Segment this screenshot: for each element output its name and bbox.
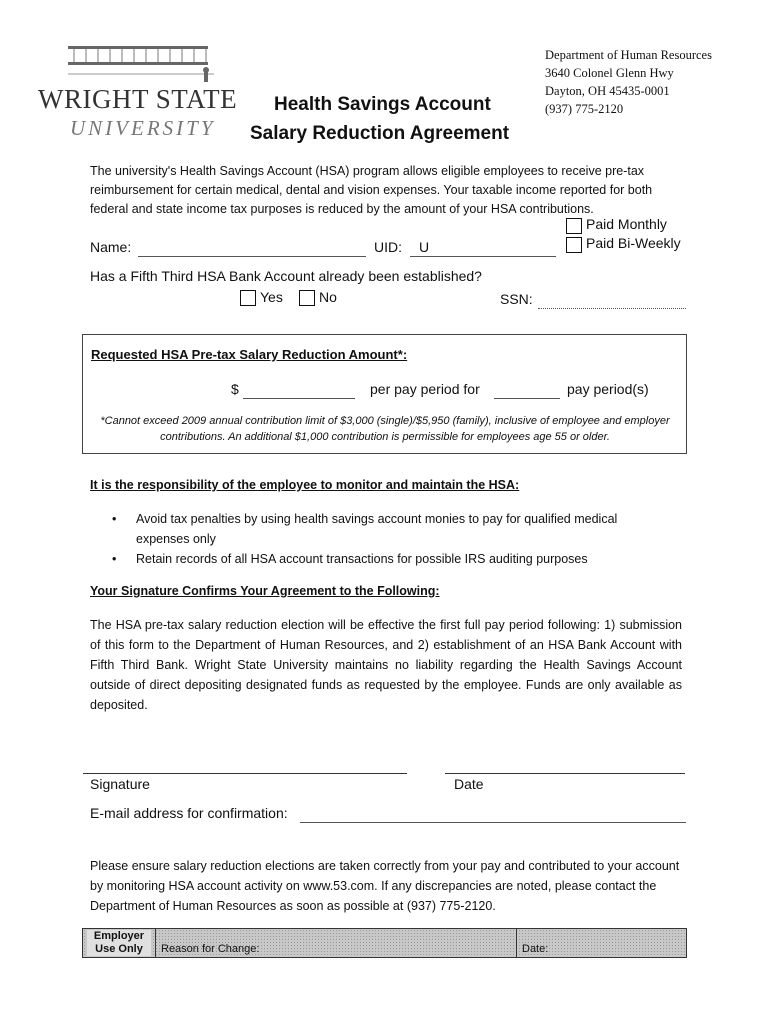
uid-field[interactable]	[410, 256, 556, 257]
bank-account-question: Has a Fifth Third HSA Bank Account already been established?	[90, 268, 482, 284]
employer-divider	[155, 929, 156, 957]
name-label: Name:	[90, 239, 132, 255]
page-title-line2: Salary Reduction Agreement	[250, 123, 510, 144]
list-item	[112, 549, 652, 569]
paid-monthly-label: Paid Monthly	[586, 216, 667, 232]
wright-flyer-icon	[64, 40, 224, 86]
per-pay-period-text: per pay period for	[370, 381, 480, 397]
bullet-icon: •	[112, 552, 117, 566]
address-dept: Department of Human Resources	[545, 48, 712, 62]
date-label: Date	[454, 776, 484, 792]
bullet-icon: •	[112, 512, 117, 526]
signature-label: Signature	[90, 776, 150, 792]
employer-date-label: Date:	[522, 943, 549, 955]
ssn-label: SSN:	[500, 291, 533, 307]
reason-date-divider	[516, 929, 517, 957]
date-line[interactable]	[445, 773, 685, 774]
ssn-field[interactable]	[538, 308, 686, 309]
agreement-paragraph: The HSA pre-tax salary reduction election will be effective the first full pay period following: 1) submission of this form to the Department of Human Resources, and 2) establishment of an HSA Bank Account with Fifth Third Bank. Wright State University maintains no liability regarding the Health Savings Account outside of direct depositing designated funds as requested by the employee. Funds are only available as deposited.	[90, 618, 682, 712]
amount-field[interactable]	[243, 398, 355, 399]
contribution-limit-note: *Cannot exceed 2009 annual contribution limit of $3,000 (single)/$5,950 (family), inclusive of employee and employer contributions. An additional $1,000 contribution is permissible for employees age 55 or older.	[100, 415, 670, 443]
email-field[interactable]	[300, 822, 686, 823]
employer-label	[87, 930, 151, 956]
agreement-heading: Your Signature Confirms Your Agreement to the Following:	[90, 584, 440, 598]
logo-line2: UNIVERSITY	[70, 116, 216, 140]
page-title-line1: Health Savings Account	[274, 94, 491, 115]
responsibility-list	[112, 509, 652, 569]
amount-heading: Requested HSA Pre-tax Salary Reduction Amount*:	[91, 347, 408, 362]
responsibility-heading: It is the responsibility of the employee to monitor and maintain the HSA:	[90, 478, 520, 492]
no-checkbox[interactable]	[299, 290, 315, 306]
dept-address	[545, 46, 712, 118]
paid-biweekly-label: Paid Bi-Weekly	[586, 235, 681, 251]
dollar-sign: $	[231, 381, 239, 397]
employer-label-line2: Use Only	[95, 943, 143, 955]
intro-paragraph: The university's Health Savings Account (HSA) program allows eligible employees to receive pre-tax reimbursement for certain medical, dental and vision expenses. Your taxable income reported for both federal and state income tax purposes is reduced by the amount of your HSA contributions.	[90, 164, 653, 216]
employer-use-box	[82, 928, 687, 958]
signature-line[interactable]	[83, 773, 407, 774]
address-phone: (937) 775-2120	[545, 102, 624, 116]
bullet-text: Retain records of all HSA account transactions for possible IRS auditing purposes	[136, 552, 588, 566]
paid-monthly-checkbox[interactable]	[566, 218, 582, 234]
address-city: Dayton, OH 45435-0001	[545, 84, 670, 98]
employer-label-line1: Employer	[93, 930, 145, 942]
yes-checkbox[interactable]	[240, 290, 256, 306]
pay-periods-text: pay period(s)	[567, 381, 649, 397]
reason-for-change-label: Reason for Change:	[161, 943, 260, 955]
uid-value: U	[419, 239, 430, 255]
bullet-text: Avoid tax penalties by using health savings account monies to pay for qualified medical expenses only	[136, 512, 618, 546]
name-field[interactable]	[138, 256, 366, 257]
no-label: No	[319, 289, 337, 305]
list-item	[112, 509, 652, 549]
footer-note: Please ensure salary reduction elections are taken correctly from your pay and contributed to your account by monitoring HSA account activity on www.53.com. If any discrepancies are noted, please contact the Department of Human Resources as soon as possible at (937) 775-2120.	[90, 859, 680, 913]
logo-line1: WRIGHT STATE	[38, 84, 238, 114]
paid-biweekly-checkbox[interactable]	[566, 237, 582, 253]
address-street: 3640 Colonel Glenn Hwy	[545, 66, 674, 80]
pay-periods-field[interactable]	[494, 398, 560, 399]
yes-label: Yes	[260, 289, 283, 305]
email-label: E-mail address for confirmation:	[90, 805, 288, 821]
university-logo	[38, 40, 238, 140]
uid-label: UID:	[374, 239, 402, 255]
